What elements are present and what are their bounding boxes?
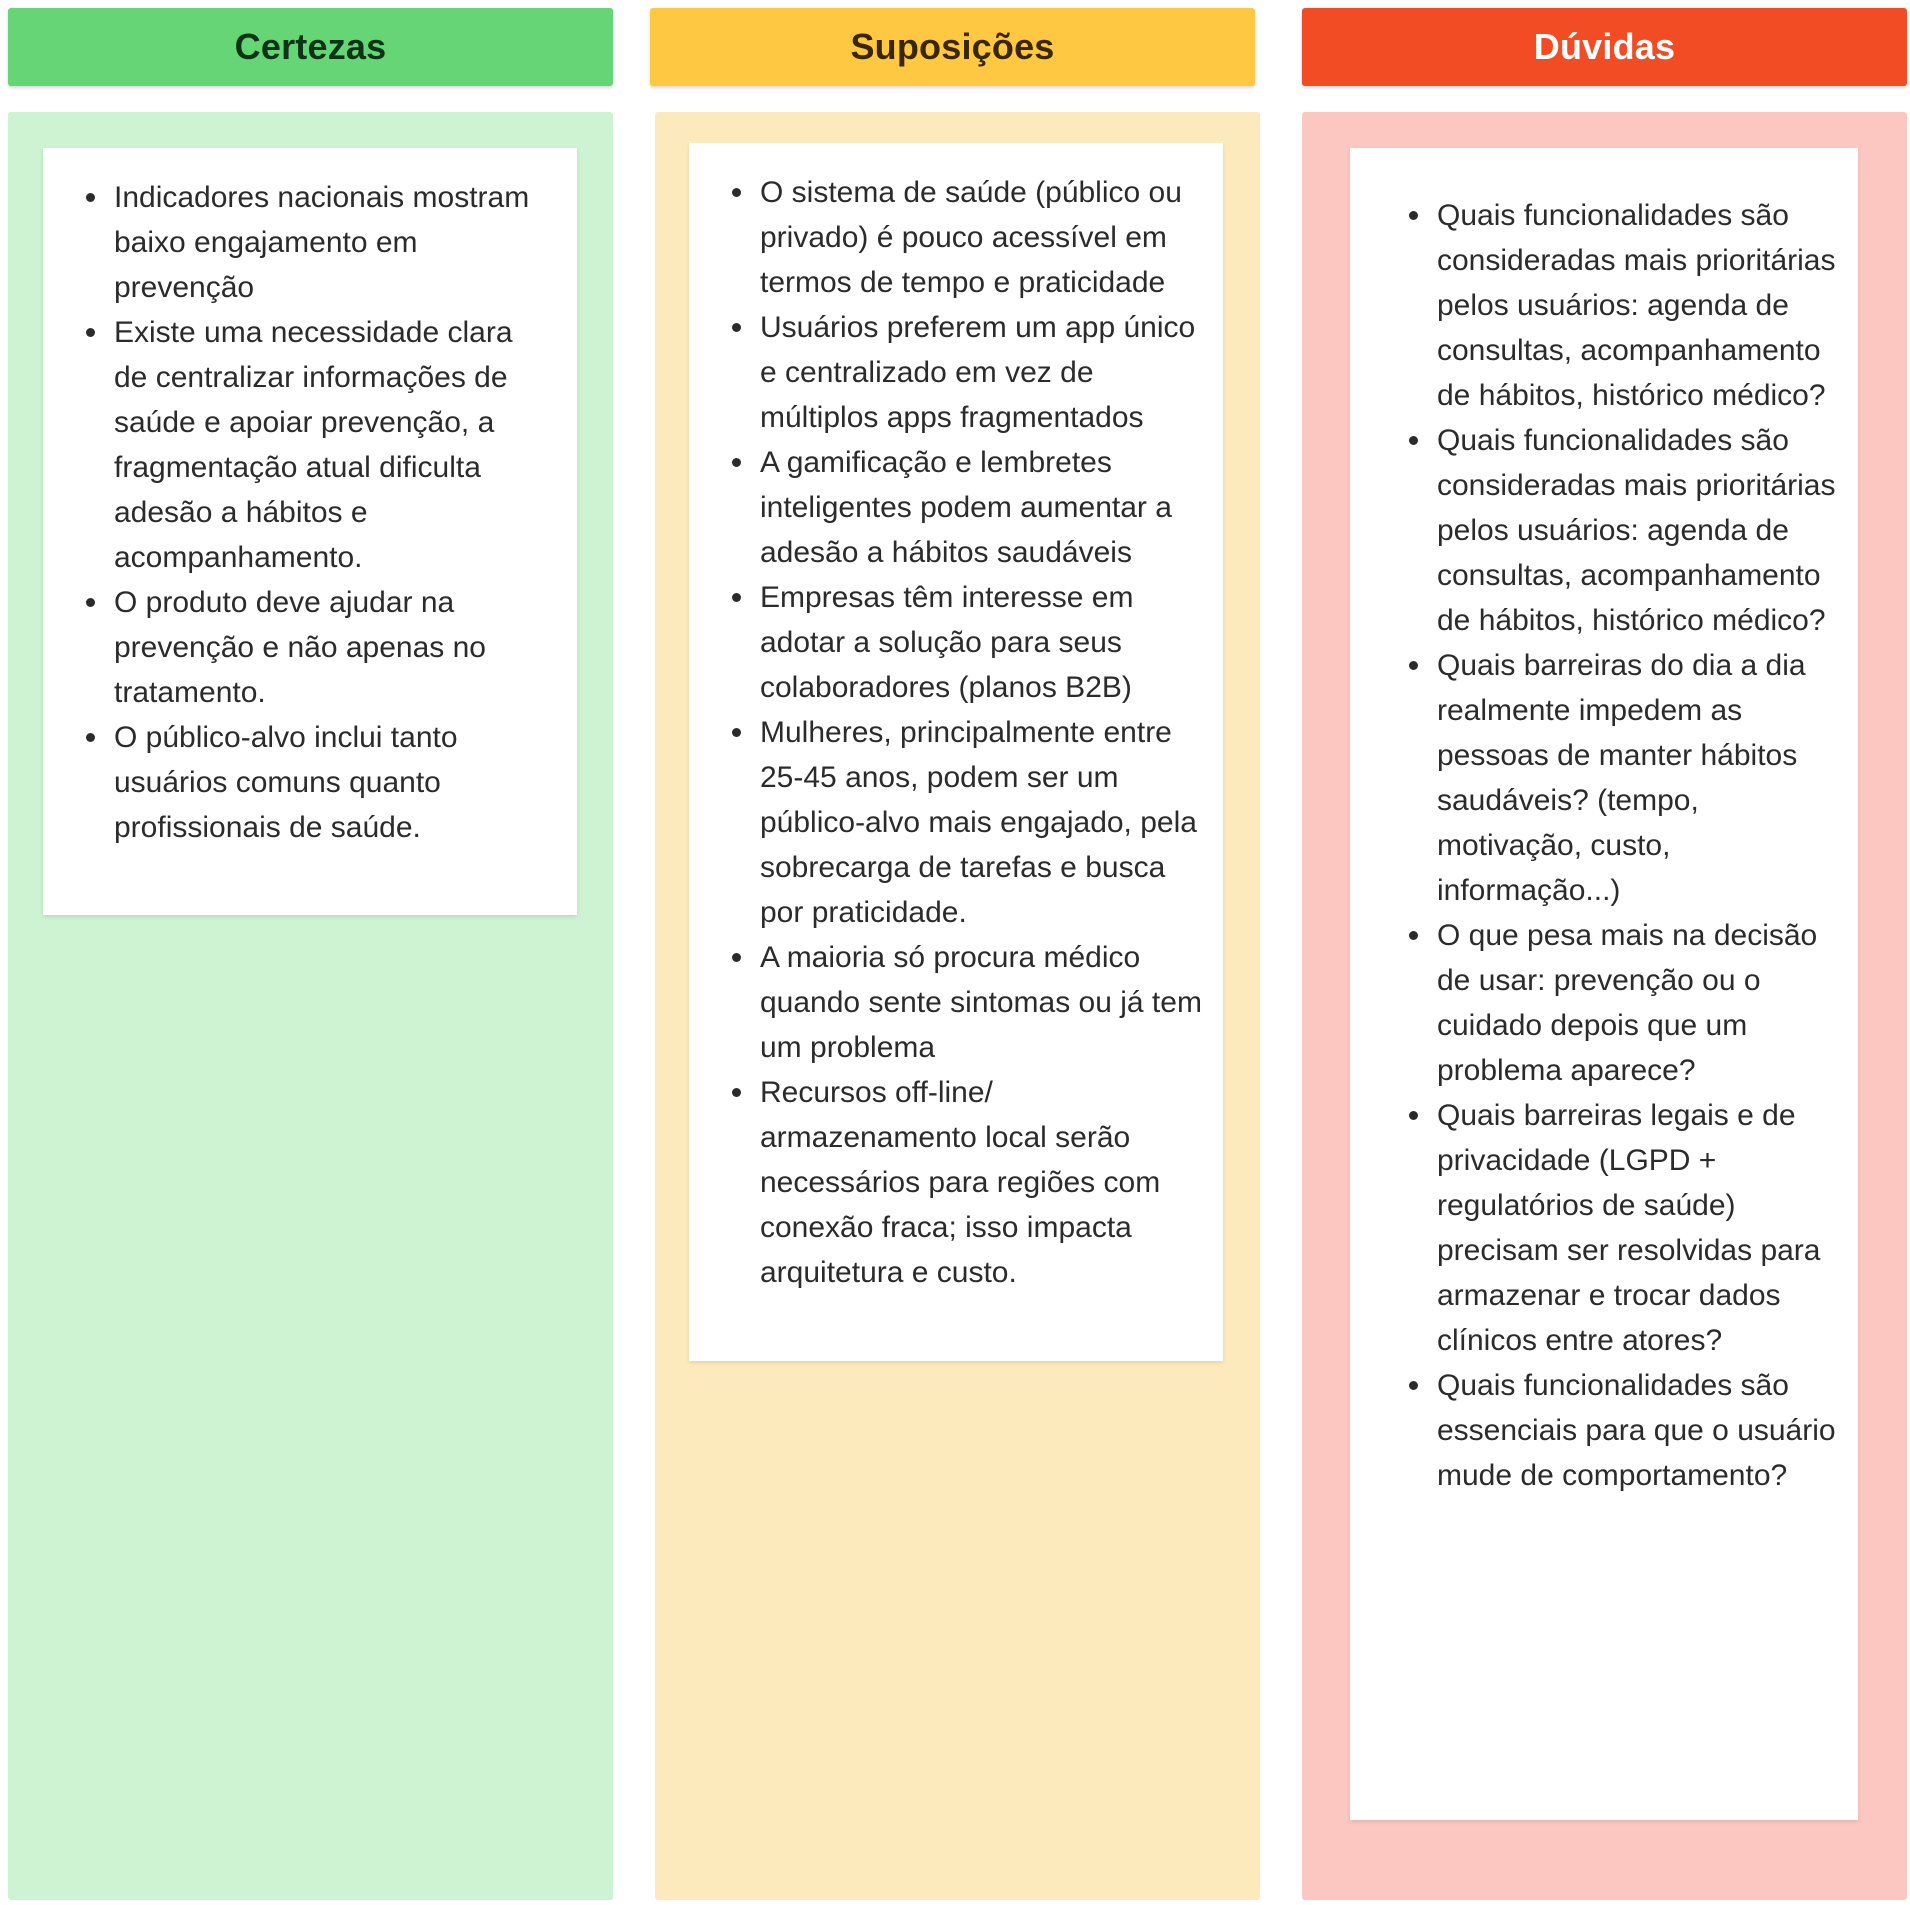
bullet-list [1437,193,1837,1498]
list-item: Indicadores nacionais mostram baixo engajamento em prevenção [114,175,554,310]
bullet-list [760,170,1205,1295]
list-item: Quais barreiras legais e de privacidade (LGPD + regulatórios de saúde) precisam ser resolvidas para armazenar e trocar dados clínicos entre atores? [1437,1093,1837,1363]
list-item: Quais funcionalidades são consideradas mais prioritárias pelos usuários: agenda de consultas, acompanhamento de hábitos, histórico médico? [1437,418,1837,643]
column-header-suposicoes: Suposições [650,8,1255,86]
list-item: A gamificação e lembretes inteligentes podem aumentar a adesão a hábitos saudáveis [760,440,1205,575]
list-item: O sistema de saúde (público ou privado) é pouco acessível em termos de tempo e praticidade [760,170,1205,305]
list-item: O que pesa mais na decisão de usar: prevenção ou o cuidado depois que um problema aparece? [1437,913,1837,1093]
list-item: O produto deve ajudar na prevenção e não apenas no tratamento. [114,580,554,715]
list-item: Quais funcionalidades são essenciais para que o usuário mude de comportamento? [1437,1363,1837,1498]
column-header-duvidas: Dúvidas [1302,8,1907,86]
list-item: Quais barreiras do dia a dia realmente impedem as pessoas de manter hábitos saudáveis? (tempo, motivação, custo, informação...) [1437,643,1837,913]
list-item: Recursos off-line/ armazenamento local serão necessários para regiões com conexão fraca; isso impacta arquitetura e custo. [760,1070,1205,1295]
list-item: O público-alvo inclui tanto usuários comuns quanto profissionais de saúde. [114,715,554,850]
column-header-certezas: Certezas [8,8,613,86]
list-item: Empresas têm interesse em adotar a solução para seus colaboradores (planos B2B) [760,575,1205,710]
list-item: Usuários preferem um app único e centralizado em vez de múltiplos apps fragmentados [760,305,1205,440]
bullet-list [114,175,554,850]
note-card-duvidas[interactable] [1350,148,1858,1820]
list-item: Existe uma necessidade clara de centralizar informações de saúde e apoiar prevenção, a fragmentação atual dificulta adesão a hábitos e acompanhamento. [114,310,554,580]
list-item: A maioria só procura médico quando sente sintomas ou já tem um problema [760,935,1205,1070]
note-card-certezas[interactable] [43,148,577,915]
list-item: Mulheres, principalmente entre 25-45 anos, podem ser um público-alvo mais engajado, pela sobrecarga de tarefas e busca por praticidade. [760,710,1205,935]
note-card-suposicoes[interactable] [689,143,1223,1361]
list-item: Quais funcionalidades são consideradas mais prioritárias pelos usuários: agenda de consultas, acompanhamento de hábitos, histórico médico? [1437,193,1837,418]
